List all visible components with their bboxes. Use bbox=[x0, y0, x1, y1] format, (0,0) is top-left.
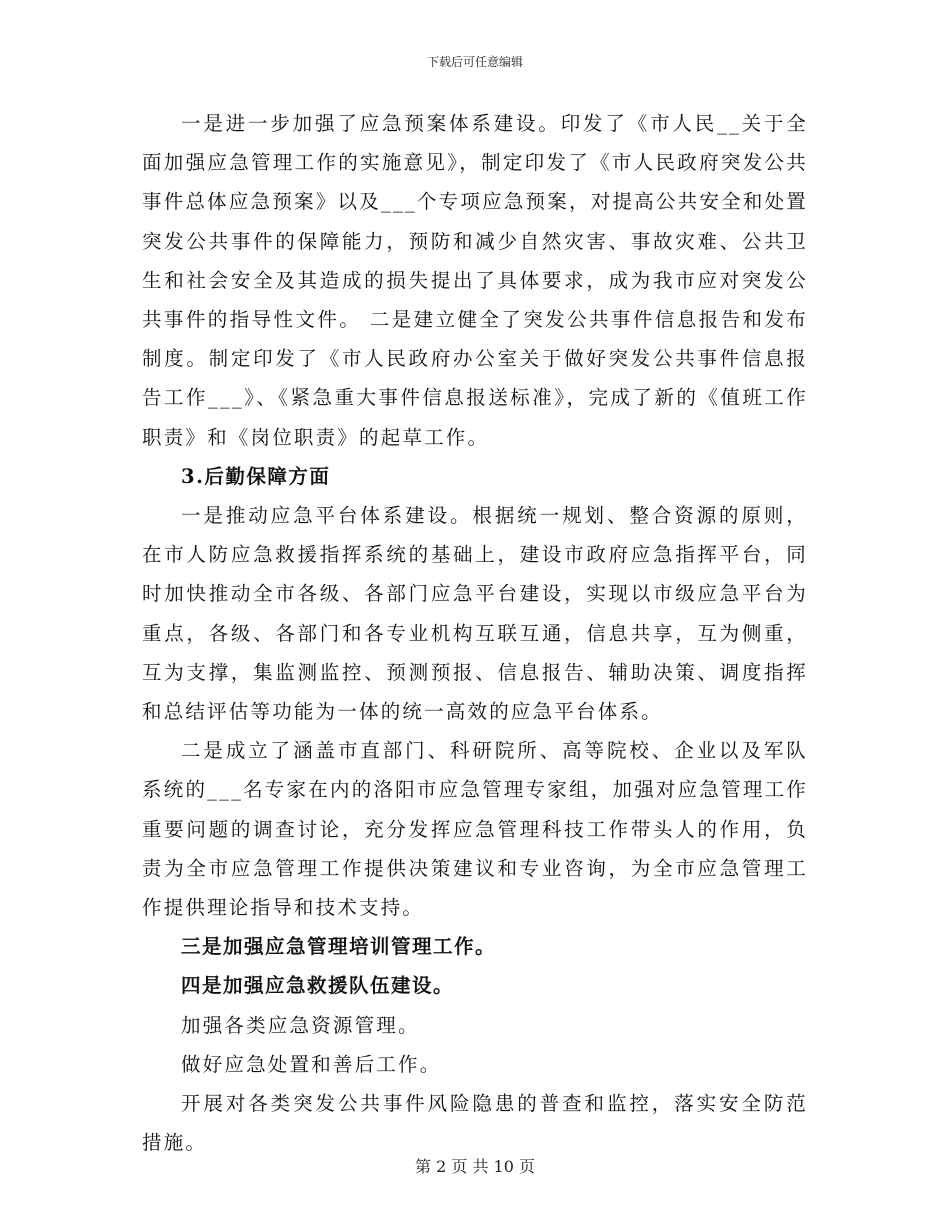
heading-training: 三是加强应急管理培训管理工作。 bbox=[181, 935, 497, 959]
paragraph-resource-management: 加强各类应急资源管理。 bbox=[181, 1013, 420, 1037]
paragraph-expert-group: 二是成立了涵盖市直部门、科研院所、高等院校、企业以及军队系统的___名专家在内的洛阳市应急管理专家组，加强对应急管理工作重要问题的调查讨论，充分发挥应急管理科技工作带头人的作用，负责为全市应急管理工作提供决策建议和专业咨询，为全市应急管理工作提供理论指导和技术支持。 bbox=[142, 739, 808, 920]
section-heading-logistics: 3.后勤保障方面 bbox=[181, 464, 331, 488]
paragraph-emergency-platform: 一是推动应急平台体系建设。根据统一规划、整合资源的原则，在市人防应急救援指挥系统的基础上，建设市政府应急指挥平台，同时加快推动全市各级、各部门应急平台建设，实现以市级应急平台为重点，各级、各部门和各专业机构互联互通，信息共享，互为侧重，互为支撑，集监测监控、预测预报、信息报告、辅助决策、调度指挥和总结评估等功能为一体的统一高效的应急平台体系。 bbox=[142, 504, 808, 724]
document-body bbox=[142, 104, 808, 1162]
paragraph-disposal: 做好应急处置和善后工作。 bbox=[181, 1052, 442, 1076]
paragraph-emergency-plan: 一是进一步加强了应急预案体系建设。印发了《市人民__关于全面加强应急管理工作的实施意见》，制定印发了《市人民政府突发公共事件总体应急预案》以及___个专项应急预案，对提高公共安全和处置突发公共事件的保障能力，预防和减少自然灾害、事故灾难、公共卫生和社会安全及其造成的损失提出了具体要求，成为我市应对突发公共事件的指导性文件。 二是建立健全了突发公共事件信息报告和发布制度。制定印发了《市人民政府办公室关于做好突发公共事件信息报告工作___》、《紧急重大事件信息报送标准》，完成了新的《值班工作职责》和《岗位职责》的起草工作。 bbox=[142, 112, 808, 449]
page-footer: 第 2 页 共 10 页 bbox=[415, 1157, 535, 1176]
heading-rescue-team: 四是加强应急救援队伍建设。 bbox=[181, 974, 455, 998]
paragraph-risk-survey: 开展对各类突发公共事件风险隐患的普查和监控，落实安全防范措施。 bbox=[142, 1092, 808, 1155]
page-header: 下载后可任意编辑 bbox=[426, 55, 523, 69]
